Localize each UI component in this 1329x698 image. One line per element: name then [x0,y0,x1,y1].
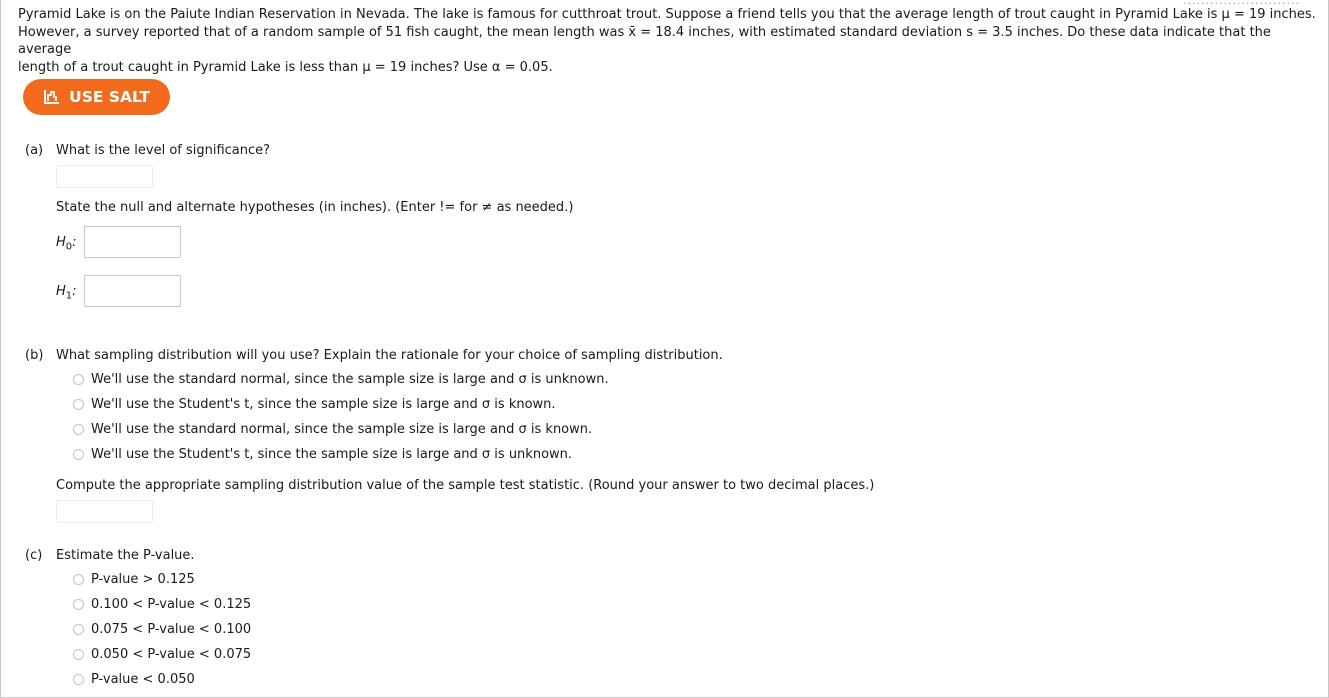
radio-button[interactable] [73,624,84,635]
distribution-option-1[interactable] [73,372,609,387]
part-b-label: (b) [25,348,44,363]
part-a-label: (a) [25,143,44,158]
p-value-option-1[interactable] [73,572,195,587]
problem-line-2: However, a survey reported that of a random sample of 51 fish caught, the mean length was x̄ = 18.4 inches, with estimated standard deviation s = 3.5 inches. Do these data indicate that the average [18,24,1271,57]
h0-input[interactable] [84,226,181,258]
use-salt-label: USE SALT [69,88,150,106]
h1-label: $H_1$: [56,284,77,302]
h0-label: $H_0$: [56,235,77,253]
radio-button[interactable] [73,424,84,435]
distribution-option-2[interactable] [73,397,556,412]
problem-line-3: length of a trout caught in Pyramid Lake is less than μ = 19 inches? Use α = 0.05. [18,59,553,75]
radio-button[interactable] [73,599,84,610]
h1-input[interactable] [84,275,181,307]
radio-button[interactable] [73,574,84,585]
radio-button[interactable] [73,649,84,660]
significance-input[interactable] [56,165,153,188]
distribution-option-3[interactable] [73,422,592,437]
distribution-option-4[interactable] [73,447,572,462]
p-value-option-3-text: 0.075 < P-value < 0.100 [91,622,252,637]
p-value-option-4-text: 0.050 < P-value < 0.075 [91,647,252,662]
p-value-option-4[interactable] [73,647,251,662]
salt-chart-icon [43,89,61,105]
p-value-option-1-text: P-value > 0.125 [91,572,195,587]
radio-button[interactable] [73,449,84,460]
sampling-distribution-question: What sampling distribution will you use? Explain the rationale for your choice of sampling distribution. [56,348,723,363]
truncated-header-dots: ·························· [1183,0,1300,10]
radio-button[interactable] [73,374,84,385]
p-value-option-5[interactable] [73,672,195,687]
radio-button[interactable] [73,674,84,685]
p-value-option-5-text: P-value < 0.050 [91,672,195,687]
p-value-option-2-text: 0.100 < P-value < 0.125 [91,597,252,612]
hypotheses-prompt: State the null and alternate hypotheses (in inches). (Enter != for ≠ as needed.) [56,200,574,215]
significance-question: What is the level of significance? [56,143,271,158]
radio-button[interactable] [73,399,84,410]
p-value-option-3[interactable] [73,622,251,637]
use-salt-button[interactable] [23,79,170,115]
p-value-question: Estimate the P-value. [56,548,195,563]
p-value-option-2[interactable] [73,597,251,612]
distribution-option-4-text: We'll use the Student's t, since the sample size is large and σ is unknown. [91,447,573,462]
test-statistic-input[interactable] [56,500,153,523]
distribution-option-3-text: We'll use the standard normal, since the sample size is large and σ is known. [91,422,593,437]
problem-statement [18,6,1318,76]
problem-line-1: Pyramid Lake is on the Paiute Indian Reservation in Nevada. The lake is famous for cutthroat trout. Suppose a friend tells you that the average length of trout caught in Pyramid Lake is μ = 19 inches. [18,7,1316,22]
test-statistic-prompt: Compute the appropriate sampling distribution value of the sample test statistic. (Round your answer to two decimal places.) [56,478,875,493]
distribution-option-2-text: We'll use the Student's t, since the sample size is large and σ is known. [91,397,556,412]
part-c-label: (c) [25,548,43,563]
distribution-option-1-text: We'll use the standard normal, since the sample size is large and σ is unknown. [91,372,609,387]
